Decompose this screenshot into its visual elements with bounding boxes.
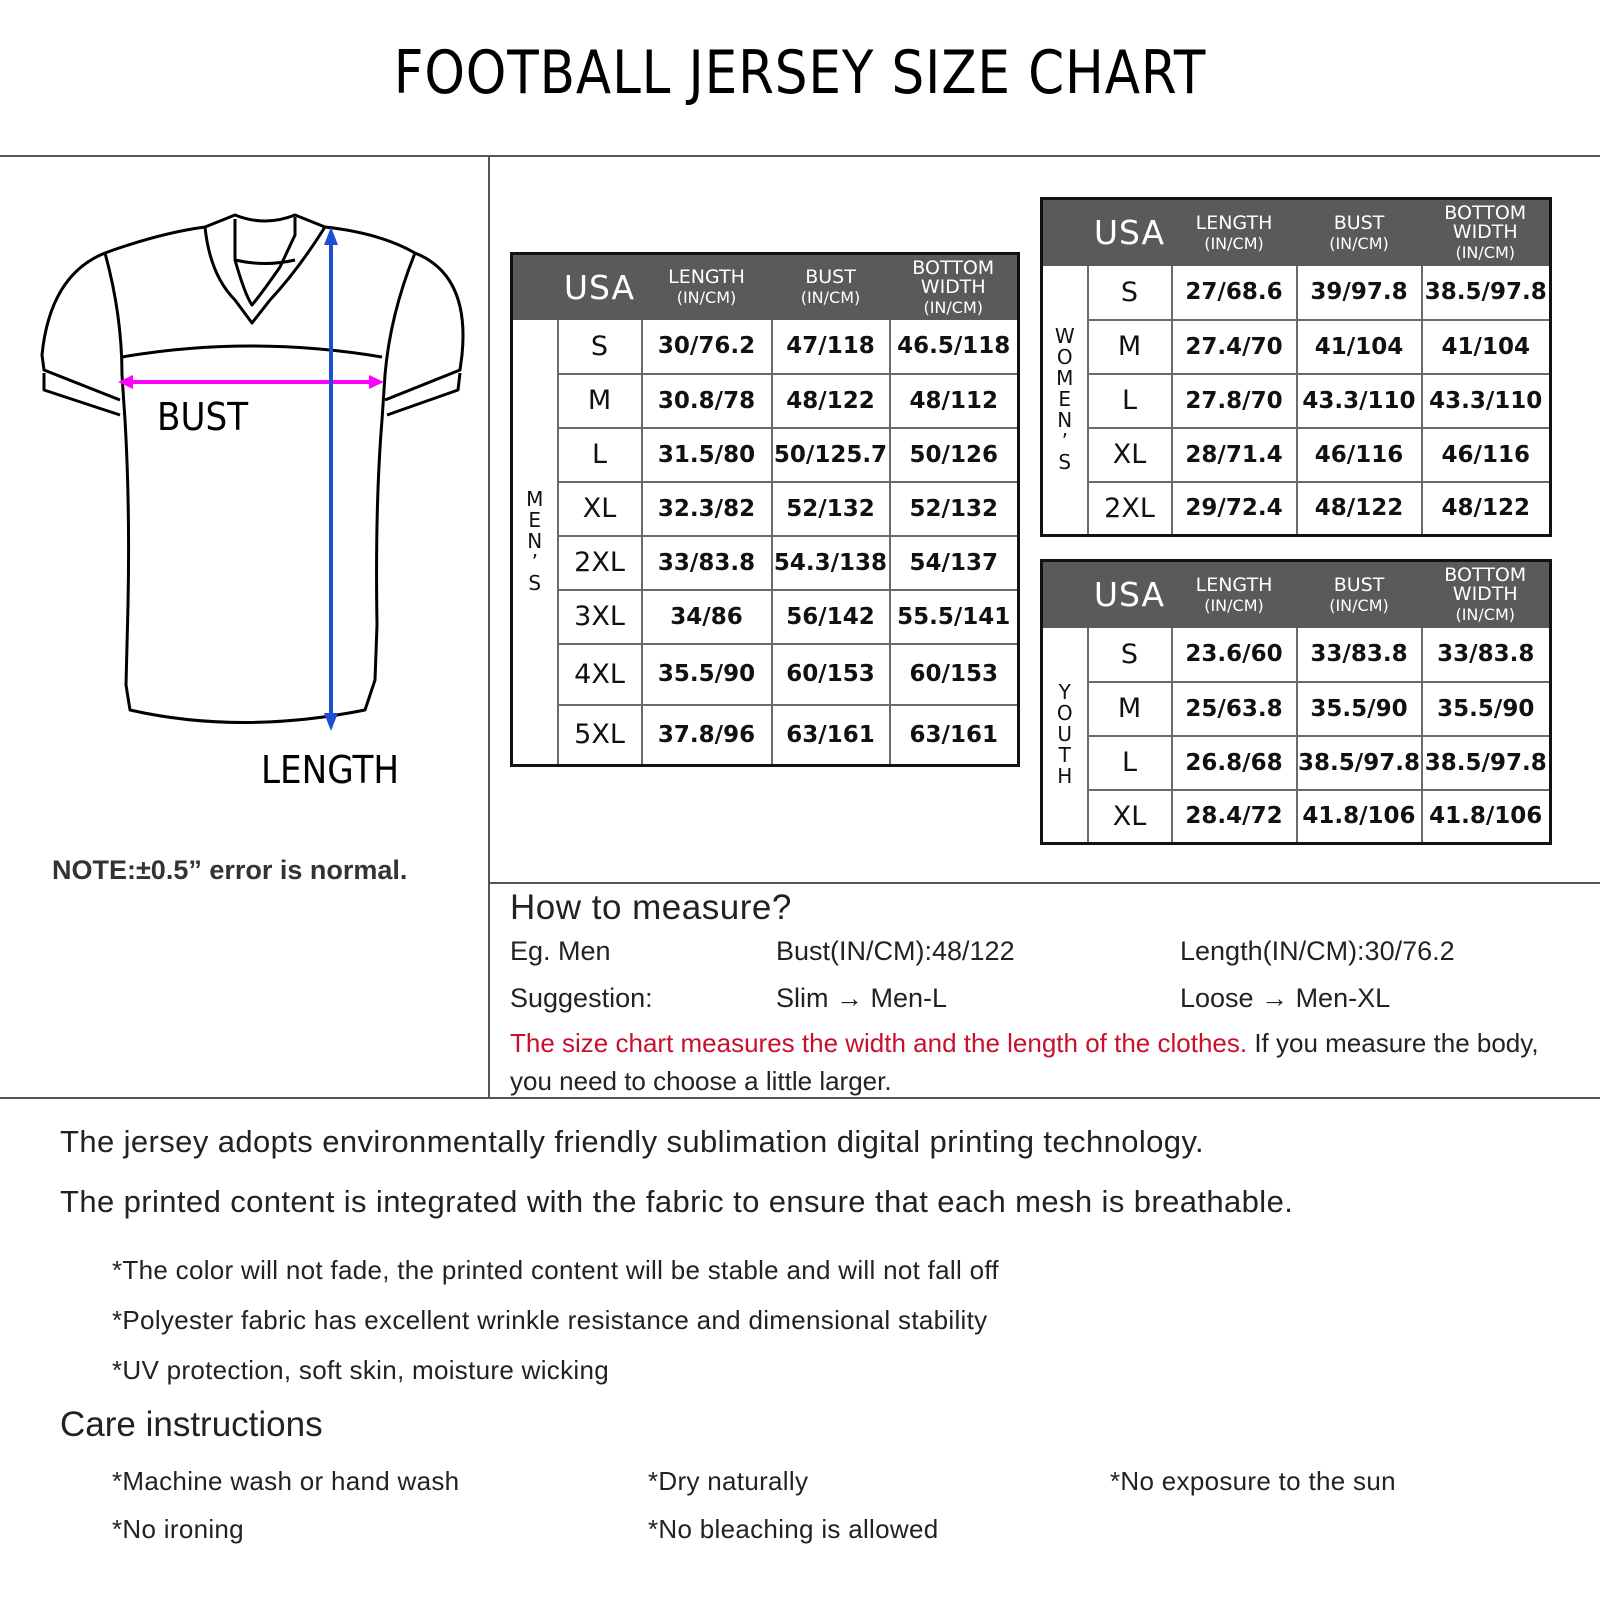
length-cell: 23.6/60: [1172, 628, 1297, 682]
mens-size-table: [510, 252, 1020, 767]
care-item: *Dry naturally: [648, 1466, 809, 1496]
column-header-bust: BUST (IN/CM): [1297, 561, 1422, 628]
bust-cell: 56/142: [772, 590, 890, 644]
womens-size-table: [1040, 197, 1552, 537]
example-row: [510, 932, 1580, 975]
table-row: [512, 482, 1019, 536]
table-row: [512, 320, 1019, 374]
size-cell: 2XL: [558, 536, 642, 590]
bust-cell: 43.3/110: [1297, 374, 1422, 428]
bust-cell: 63/161: [772, 705, 890, 766]
suggestion-row: [510, 979, 1580, 1022]
example-label: Eg. Men: [510, 936, 611, 966]
size-cell: M: [1088, 682, 1172, 736]
length-cell: 30.8/78: [642, 374, 772, 428]
size-cell: S: [1088, 628, 1172, 682]
table-row: [1042, 790, 1551, 844]
bust-cell: 48/122: [1297, 482, 1422, 536]
column-header-bust: BUST (IN/CM): [1297, 199, 1422, 266]
jersey-diagram: [30, 205, 470, 805]
length-cell: 37.8/96: [642, 705, 772, 766]
bottom-width-cell: 54/137: [890, 536, 1019, 590]
length-cell: 27.4/70: [1172, 320, 1297, 374]
column-header-bottom-width: BOTTOM WIDTH (IN/CM): [890, 254, 1019, 320]
bottom-width-cell: 48/112: [890, 374, 1019, 428]
length-cell: 28.4/72: [1172, 790, 1297, 844]
size-chart-warning: [510, 1024, 1580, 1100]
column-header-length: LENGTH (IN/CM): [1172, 199, 1297, 266]
column-header-usa: USA: [1088, 199, 1172, 266]
description-line: The jersey adopts environmentally friendly sublimation digital printing technology.: [60, 1124, 1205, 1159]
column-header-usa: USA: [558, 254, 642, 320]
table-row: [512, 644, 1019, 705]
table-row: [512, 590, 1019, 644]
bottom-width-cell: 41/104: [1422, 320, 1551, 374]
group-header-blank: [1042, 561, 1088, 628]
group-header-blank: [512, 254, 558, 320]
column-header-bottom-width: BOTTOM WIDTH (IN/CM): [1422, 561, 1551, 628]
how-to-measure-section: [510, 888, 1580, 1100]
bust-cell: 41/104: [1297, 320, 1422, 374]
divider-how-to-measure: [488, 882, 1600, 884]
bottom-width-cell: 41.8/106: [1422, 790, 1551, 844]
length-label: LENGTH: [261, 748, 400, 792]
suggestion-slim: Slim → Men-L: [776, 983, 948, 1013]
size-cell: S: [1088, 266, 1172, 320]
length-cell: 25/63.8: [1172, 682, 1297, 736]
care-item: *No bleaching is allowed: [648, 1514, 939, 1544]
example-bust: Bust(IN/CM):48/122: [776, 936, 1015, 966]
bottom-width-cell: 48/122: [1422, 482, 1551, 536]
table-row: [512, 536, 1019, 590]
warning-rest-text: If you measure the body, you need to choose a little larger.: [510, 1028, 1539, 1096]
bust-cell: 54.3/138: [772, 536, 890, 590]
bottom-width-cell: 50/126: [890, 428, 1019, 482]
size-cell: L: [558, 428, 642, 482]
suggestion-label: Suggestion:: [510, 983, 653, 1013]
bust-cell: 50/125.7: [772, 428, 890, 482]
care-instructions-title: Care instructions: [60, 1405, 323, 1444]
length-cell: 27/68.6: [1172, 266, 1297, 320]
bust-cell: 33/83.8: [1297, 628, 1422, 682]
table-row: [1042, 628, 1551, 682]
table-row: [512, 428, 1019, 482]
bottom-width-cell: 38.5/97.8: [1422, 736, 1551, 790]
size-cell: M: [558, 374, 642, 428]
length-cell: 35.5/90: [642, 644, 772, 705]
bust-cell: 38.5/97.8: [1297, 736, 1422, 790]
care-item: *No ironing: [112, 1514, 244, 1544]
length-arrow-icon: [324, 227, 338, 731]
size-cell: L: [1088, 736, 1172, 790]
bottom-width-cell: 60/153: [890, 644, 1019, 705]
feature-item: *UV protection, soft skin, moisture wicking: [112, 1355, 609, 1385]
table-row: [1042, 682, 1551, 736]
table-row: [1042, 736, 1551, 790]
group-label-mens: M E N ’ S: [512, 320, 558, 766]
care-item: *Machine wash or hand wash: [112, 1466, 460, 1496]
size-cell: M: [1088, 320, 1172, 374]
length-cell: 29/72.4: [1172, 482, 1297, 536]
bust-cell: 41.8/106: [1297, 790, 1422, 844]
length-cell: 33/83.8: [642, 536, 772, 590]
table-row: [1042, 482, 1551, 536]
feature-item: *The color will not fade, the printed content will be stable and will not fall off: [112, 1255, 999, 1285]
column-header-length: LENGTH (IN/CM): [642, 254, 772, 320]
table-row: [1042, 428, 1551, 482]
length-cell: 31.5/80: [642, 428, 772, 482]
group-header-blank: [1042, 199, 1088, 266]
bottom-width-cell: 46/116: [1422, 428, 1551, 482]
bust-label: BUST: [157, 395, 249, 439]
size-cell: XL: [558, 482, 642, 536]
divider-left-column: [488, 155, 490, 1098]
table-row: [1042, 320, 1551, 374]
description-line: The printed content is integrated with the fabric to ensure that each mesh is breathable.: [60, 1184, 1294, 1219]
bust-cell: 39/97.8: [1297, 266, 1422, 320]
page-title: FOOTBALL JERSEY SIZE CHART: [393, 38, 1207, 108]
bottom-width-cell: 46.5/118: [890, 320, 1019, 374]
size-cell: 3XL: [558, 590, 642, 644]
product-description: [60, 1120, 1580, 1402]
size-cell: 4XL: [558, 644, 642, 705]
care-instructions-list: [112, 1466, 1512, 1562]
size-cell: XL: [1088, 428, 1172, 482]
bottom-width-cell: 33/83.8: [1422, 628, 1551, 682]
divider-top: [0, 155, 1600, 157]
bust-cell: 47/118: [772, 320, 890, 374]
suggestion-loose: Loose → Men-XL: [1180, 983, 1391, 1013]
size-cell: 5XL: [558, 705, 642, 766]
table-row: [1042, 266, 1551, 320]
bust-cell: 46/116: [1297, 428, 1422, 482]
column-header-bottom-width: BOTTOM WIDTH (IN/CM): [1422, 199, 1551, 266]
table-row: [512, 374, 1019, 428]
size-cell: 2XL: [1088, 482, 1172, 536]
bottom-width-cell: 63/161: [890, 705, 1019, 766]
length-cell: 27.8/70: [1172, 374, 1297, 428]
bottom-width-cell: 38.5/97.8: [1422, 266, 1551, 320]
column-header-bust: BUST (IN/CM): [772, 254, 890, 320]
bust-cell: 52/132: [772, 482, 890, 536]
how-to-measure-title: How to measure?: [510, 888, 792, 927]
example-length: Length(IN/CM):30/76.2: [1180, 936, 1455, 966]
bust-cell: 35.5/90: [1297, 682, 1422, 736]
bust-cell: 48/122: [772, 374, 890, 428]
youth-size-table: [1040, 559, 1552, 845]
bottom-width-cell: 35.5/90: [1422, 682, 1551, 736]
column-header-usa: USA: [1088, 561, 1172, 628]
bottom-width-cell: 43.3/110: [1422, 374, 1551, 428]
bottom-width-cell: 52/132: [890, 482, 1019, 536]
measurement-note: NOTE:±0.5” error is normal.: [52, 855, 408, 885]
length-cell: 30/76.2: [642, 320, 772, 374]
length-cell: 32.3/82: [642, 482, 772, 536]
table-row: [1042, 374, 1551, 428]
bottom-width-cell: 55.5/141: [890, 590, 1019, 644]
bust-cell: 60/153: [772, 644, 890, 705]
feature-item: *Polyester fabric has excellent wrinkle resistance and dimensional stability: [112, 1305, 988, 1335]
length-cell: 28/71.4: [1172, 428, 1297, 482]
length-cell: 34/86: [642, 590, 772, 644]
column-header-length: LENGTH (IN/CM): [1172, 561, 1297, 628]
size-cell: XL: [1088, 790, 1172, 844]
size-cell: S: [558, 320, 642, 374]
size-cell: L: [1088, 374, 1172, 428]
care-item: *No exposure to the sun: [1110, 1466, 1396, 1496]
group-label-youth: Y O U T H: [1042, 628, 1088, 844]
group-label-womens: W O M E N ’ S: [1042, 266, 1088, 536]
bust-arrow-icon: [118, 375, 384, 389]
length-cell: 26.8/68: [1172, 736, 1297, 790]
table-row: [512, 705, 1019, 766]
warning-red-text: The size chart measures the width and the length of the clothes.: [510, 1028, 1248, 1058]
jersey-outline-icon: [30, 205, 470, 765]
